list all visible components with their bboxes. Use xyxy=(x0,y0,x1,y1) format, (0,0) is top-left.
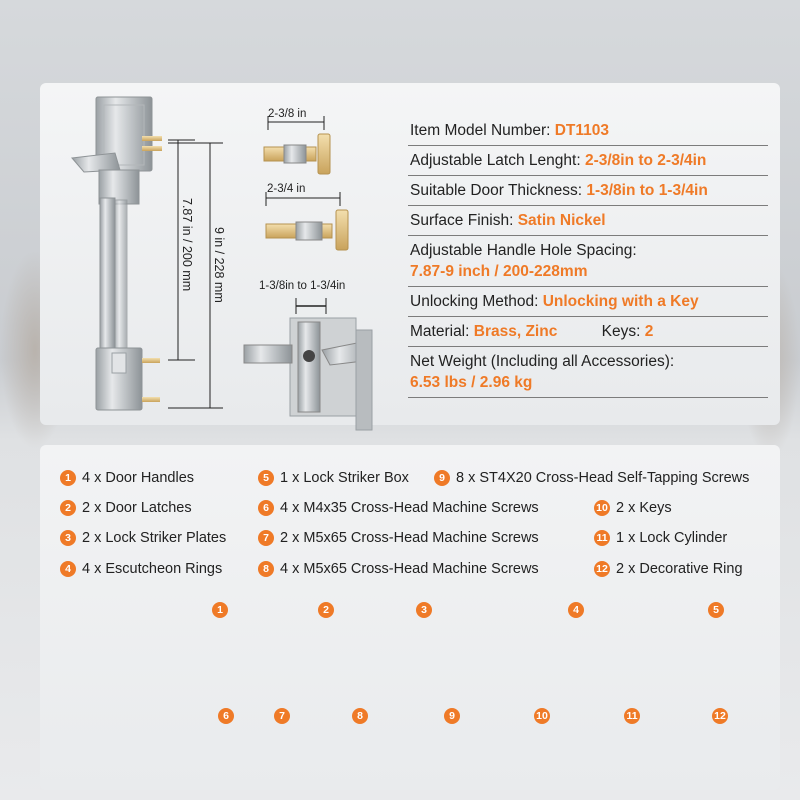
image-badge-3: 3 xyxy=(416,602,432,618)
spec-surface-finish: Surface Finish: Satin Nickel xyxy=(408,206,768,236)
image-badge-5: 5 xyxy=(708,602,724,618)
package-contents-panel xyxy=(40,445,780,790)
spec-unlocking-method: Unlocking Method: Unlocking with a Key xyxy=(408,287,768,317)
spec-hole-spacing: Adjustable Handle Hole Spacing: 7.87-9 inch / 200-228mm xyxy=(408,236,768,287)
image-badge-9: 9 xyxy=(444,708,460,724)
spec-latch-length: Adjustable Latch Lenght: 2-3/8in to 2-3/4in xyxy=(408,146,768,176)
latch-long-dimension: 2-3/4 in xyxy=(267,183,306,195)
image-badge-2: 2 xyxy=(318,602,334,618)
part-item-10: 10 2 x Keys xyxy=(594,500,672,516)
outer-height-dimension: 9 in / 228 mm xyxy=(212,227,226,303)
door-side-view-image xyxy=(244,318,372,430)
door-thickness-dimension: 1-3/8in to 1-3/4in xyxy=(259,280,346,292)
spec-list xyxy=(408,116,768,398)
spec-model: Item Model Number: DT1103 xyxy=(408,116,768,146)
part-item-7: 7 2 x M5x65 Cross-Head Machine Screws xyxy=(258,530,539,546)
part-item-9: 9 8 x ST4X20 Cross-Head Self-Tapping Screws xyxy=(434,470,749,486)
latch-short-image xyxy=(264,134,330,174)
spec-door-thickness: Suitable Door Thickness: 1-3/8in to 1-3/4in xyxy=(408,176,768,206)
part-item-8: 8 4 x M5x65 Cross-Head Machine Screws xyxy=(258,561,539,577)
part-item-5: 5 1 x Lock Striker Box xyxy=(258,470,409,486)
image-badge-6: 6 xyxy=(218,708,234,724)
latch-long-image xyxy=(266,210,348,250)
image-badge-12: 12 xyxy=(712,708,728,724)
part-item-3: 3 2 x Lock Striker Plates xyxy=(60,530,226,546)
part-item-12: 12 2 x Decorative Ring xyxy=(594,561,743,577)
part-item-2: 2 2 x Door Latches xyxy=(60,500,192,516)
part-item-6: 6 4 x M4x35 Cross-Head Machine Screws xyxy=(258,500,539,516)
handleset-image xyxy=(72,97,162,410)
part-item-11: 11 1 x Lock Cylinder xyxy=(594,530,727,546)
image-badge-8: 8 xyxy=(352,708,368,724)
image-badge-10: 10 xyxy=(534,708,550,724)
image-badge-4: 4 xyxy=(568,602,584,618)
spec-material: Material: Brass, Zinc Keys: 2 xyxy=(408,317,768,347)
part-item-4: 4 4 x Escutcheon Rings xyxy=(60,561,222,577)
image-badge-1: 1 xyxy=(212,602,228,618)
image-badge-11: 11 xyxy=(624,708,640,724)
image-badge-7: 7 xyxy=(274,708,290,724)
part-item-1: 1 4 x Door Handles xyxy=(60,470,194,486)
spec-net-weight: Net Weight (Including all Accessories): 6.53 lbs / 2.96 kg xyxy=(408,347,768,398)
latch-short-dimension: 2-3/8 in xyxy=(268,108,307,120)
inner-height-dimension: 7.87 in / 200 mm xyxy=(180,198,194,292)
